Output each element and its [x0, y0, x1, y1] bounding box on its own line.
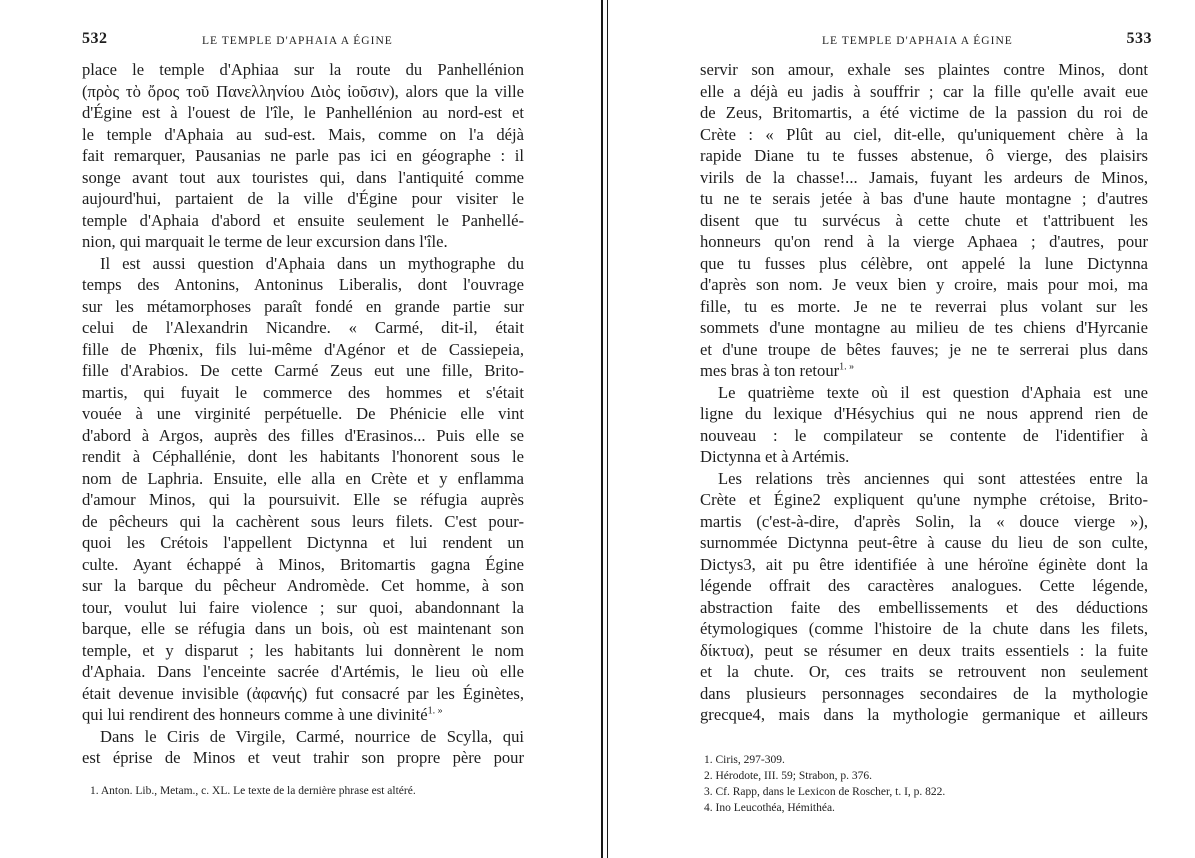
footnote: 1. Ciris, 297-309. — [704, 754, 785, 766]
footnotes-right — [704, 752, 1148, 816]
text-line: légende offrait des caractères analogues. Cette légende, — [700, 576, 1148, 595]
text-line: que tu fusses plus célèbre, ont appelé la lune Dictynna — [700, 253, 1148, 273]
running-head-left — [82, 30, 524, 52]
footnote-marker: 1. » — [839, 361, 855, 373]
text-line-main: qui lui rendirent des honneurs comme à une divinité — [82, 705, 428, 724]
footnote: 3. Cf. Rapp, dans le Lexicon de Roscher, t. I, p. 822. — [704, 786, 946, 798]
text-line: de Zeus, Britomartis, a été victime de la passion du roi de — [700, 103, 1148, 122]
text-line: nion, qui marquait le terme de leur excursion dans l'île. — [82, 232, 448, 251]
book-gutter — [601, 0, 603, 858]
text-line: martis (c'est-à-dire, d'après Solin, la « douce vierge »), — [700, 511, 1148, 531]
text-line: d'amour Minos, qui la poursuivit. Elle se réfugia auprès — [82, 490, 524, 509]
text-line: le temple d'Aphaia au sud-est. Mais, comme on l'a déjà — [82, 124, 524, 144]
book-gutter-edge — [607, 0, 608, 858]
text-line: dans plusieurs personnages secondaires de la mythologie — [700, 683, 1148, 703]
text-line: place le temple d'Aphiaa sur la route du Panhellénion — [82, 60, 524, 79]
text-line: Dictynna et à Artémis. — [700, 447, 850, 466]
page-number: 532 — [82, 30, 108, 47]
footnote: 2. Hérodote, III. 59; Strabon, p. 376. — [704, 770, 872, 782]
text-line: fille de Phœnix, fils lui-même d'Agénor et de Cassiepeia, — [82, 339, 524, 359]
text-line: et d'une troupe de bêtes fauves; je ne te serrerai plus dans — [700, 339, 1148, 359]
text-line: d'après son nom. Je veux bien y croire, mais pour moi, ma — [700, 275, 1148, 294]
text-line: et la chute. Or, ces traits se retrouvent non seulement — [700, 662, 1148, 681]
left-body-text — [82, 59, 524, 769]
text-line: quoi les Crétois l'appellent Dictynna et lui rendent un — [82, 533, 524, 552]
text-line: était devenue invisible (ἀφανής) fut consacré par les Éginètes, — [82, 683, 524, 703]
paragraph-start-line: Dans le Ciris de Virgile, Carmé, nourrice de Scylla, qui — [100, 726, 524, 746]
text-line: songe avant tout aux touristes qui, dans l'antiquité comme — [82, 167, 524, 187]
text-line: d'Égine est à l'ouest de l'île, le Panhellénion au nord-est et — [82, 103, 524, 122]
text-line-tail: 4, — [752, 705, 779, 724]
text-line: ligne du lexique d'Hésychius qui ne nous apprend rien de — [700, 404, 1148, 423]
text-line: sur la barque du pêcheur Andromède. Cet homme, à son — [82, 576, 524, 595]
footnote: 1. Anton. Lib., Metam., c. XL. Le texte de la dernière phrase est altéré. — [90, 785, 416, 797]
text-line-tail: 3, ait pu être identifiée à une héroïne éginète dont la — [743, 554, 1148, 574]
text-line: martis, qui fuyait le commerce des hommes et s'était — [82, 382, 524, 402]
page-number: 533 — [1126, 30, 1152, 47]
text-line: servir son amour, exhale ses plaintes contre Minos, dont — [700, 60, 1148, 79]
text-line: étymologiques (comme l'histoire de la chute dans les filets, — [700, 619, 1148, 638]
running-head-right — [700, 30, 1152, 52]
text-line-main: Dictys — [700, 554, 744, 574]
paragraph-start-line: Les relations très anciennes qui sont attestées entre la — [718, 468, 1148, 488]
text-line: disent que tu survécus à cette chute et t'attribuent les — [700, 210, 1148, 230]
running-title: LE TEMPLE D'APHAIA A ÉGINE — [822, 35, 1013, 47]
paragraph-start-line: Il est aussi question d'Aphaia dans un mythographe du — [100, 253, 524, 273]
running-title: LE TEMPLE D'APHAIA A ÉGINE — [202, 35, 393, 47]
footnote-marker: 1. » — [427, 705, 443, 717]
text-line: de pêcheurs qui la cachèrent sous leurs filets. C'est pour- — [82, 511, 524, 531]
right-body-text — [700, 59, 1148, 726]
text-line: celui de l'Alexandrin Nicandre. « Carmé, dit-il, était — [82, 318, 524, 337]
text-line-tail: 2 expliquent qu'une nymphe crétoise, Brito- — [812, 490, 1148, 509]
text-line — [82, 704, 524, 726]
text-line: nom de Laphria. Ensuite, elle alla en Crète et y enflamma — [82, 468, 524, 488]
text-line: temple, et y disparut ; les habitants lui donnèrent le nom — [82, 640, 524, 660]
text-line: sur les métamorphoses paraît fondé en grande partie sur — [82, 296, 524, 316]
text-line: rapide Diane tu te fusses abstenue, ô vierge, des plaisirs — [700, 146, 1148, 165]
text-line: barque, elle se réfugia dans un bois, où est maintenant son — [82, 619, 524, 638]
text-line: sommets d'une montagne au milieu de tes chiens d'Hyrcanie — [700, 318, 1148, 337]
text-line-main: Crète et Égine — [700, 490, 813, 509]
text-line — [700, 554, 1148, 576]
text-line: surnommée Dictynna peut-être à cause du lieu de son culte, — [700, 533, 1148, 552]
text-line: tour, voulut lui faire violence ; sur quoi, abandonnant la — [82, 597, 524, 617]
text-line — [700, 704, 1148, 726]
text-line: temps des Antonins, Antoninus Liberalis, dont l'ouvrage — [82, 275, 524, 294]
text-line: fait remarquer, Pausanias ne parle pas ici en géographe : il — [82, 146, 524, 165]
text-line — [700, 489, 1148, 511]
text-line: nouveau : le compilateur se contente de l'identifier à — [700, 425, 1148, 445]
text-line: (πρὸς τὸ ὄρος τοῦ Πανελληνίου Διὸς ἰοῦσιν), alors que la ville — [82, 81, 524, 101]
text-line: d'Aphaia. Dans l'enceinte sacrée d'Artémis, le lieu où elle — [82, 662, 524, 681]
text-line: Crète : « Plût au ciel, dit-elle, qu'uniquement chère à la — [700, 124, 1148, 144]
text-line: est éprise de Minos et veut trahir son propre père pour — [82, 748, 524, 767]
text-line-main: grecque — [700, 705, 753, 724]
text-line: elle a déjà eu jadis à souffrir ; car la fille qu'elle avait eue — [700, 81, 1148, 101]
text-line: culte. Ayant échappé à Minos, Britomartis gagna Égine — [82, 554, 524, 574]
text-line: d'abord à Argos, auprès des filles d'Erasinos... Puis elle se — [82, 425, 524, 445]
text-line: rendit à Céphallénie, dont les habitants l'honorent sous le — [82, 447, 524, 466]
text-line: virils de la chasse!... Jamais, fuyant les ardeurs de Minos, — [700, 167, 1148, 187]
text-line: abstraction faite des embellissements et des déductions — [700, 597, 1148, 617]
footnotes-left — [90, 783, 524, 799]
paragraph-start-line: Le quatrième texte où il est question d'Aphaia est une — [718, 382, 1148, 402]
text-line-main: mes bras à ton retour — [700, 361, 840, 380]
text-line: tu ne te serais jetée à bas d'une haute montagne ; d'autres — [700, 189, 1148, 208]
text-line: fille, tu es morte. Je ne te reverrai plus volant sur les — [700, 296, 1148, 316]
footnote: 4. Ino Leucothéa, Hémithéa. — [704, 802, 835, 814]
text-line: honneurs qu'on rend à la vierge Aphaea ; d'autres, pour — [700, 232, 1148, 251]
text-line-rest: mais dans la mythologie germanique et ailleurs — [778, 705, 1148, 724]
text-line: temple d'Aphaia d'abord et ensuite seulement le Panhellé- — [82, 210, 524, 230]
text-line: aujourd'hui, partaient de la ville d'Égine pour visiter le — [82, 189, 524, 208]
text-line: vouée à une virginité perpétuelle. De Phénicie elle vint — [82, 404, 524, 423]
text-line: δίκτυα), peut se résumer en deux traits essentiels : la fuite — [700, 640, 1148, 660]
text-line — [700, 360, 1148, 382]
text-line: fille d'Arabios. De cette Carmé Zeus eut une fille, Brito- — [82, 361, 524, 380]
